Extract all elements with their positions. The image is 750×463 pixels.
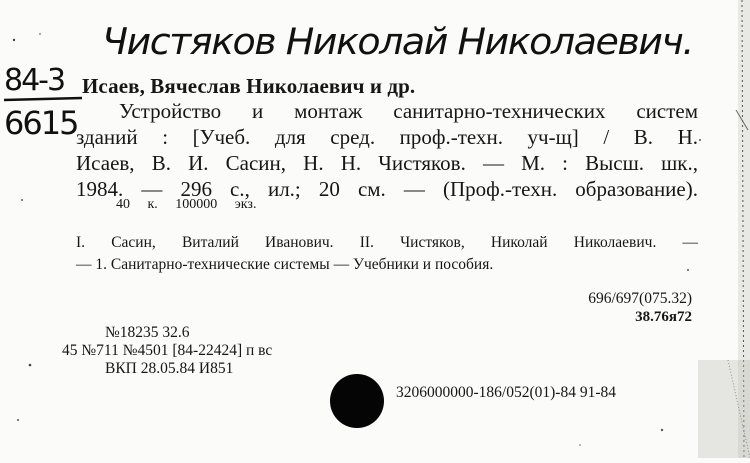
handwritten-author-text: Чистяков Николай Николаевич. [102, 20, 693, 63]
author-heading: Исаев, Вячеслав Николаевич и др. [82, 74, 416, 98]
description-line: Исаев, В. И. Сасин, Н. Н. Чистяков. — М. : Высш. шк., [76, 151, 698, 175]
isbn-code: 3206000000-186/052(01)-84 91-84 [396, 384, 616, 401]
description-line: Устройство и монтаж санитарно-технических систем [119, 99, 698, 123]
subject-line: I. Сасин, Виталий Иванович. II. Чистяков, Николай Николаевич. — [76, 234, 698, 251]
classification-codes [588, 290, 692, 326]
printing-info [62, 324, 272, 378]
call-number [4, 62, 84, 152]
call-number-top: 84-3 [4, 63, 65, 98]
udc-code: 696/697(075.32) [588, 290, 692, 307]
call-number-bottom: 6615 [4, 104, 78, 142]
subject-line: — 1. Санитарно-технические системы — Учебники и пособия. [76, 256, 494, 273]
description-line: зданий : [Учеб. для сред. проф.-техн. уч-щ] / В. Н. [76, 125, 698, 149]
bibliographic-description [76, 98, 698, 202]
subject-headings [76, 232, 698, 276]
handwritten-author-name [98, 14, 693, 70]
price-and-print-run: 40 к. 100000 экз. [116, 197, 257, 212]
call-number-divider [4, 98, 82, 100]
printing-info-line: №18235 32.6 [105, 324, 190, 341]
printing-info-line: ВКП 28.05.84 И851 [105, 360, 234, 377]
worn-card-edge [698, 0, 750, 458]
description-line: 1984. — 296 с., ил.; 20 см. — (Проф.-техн. образование). [76, 177, 698, 201]
printing-info-line: 45 №711 №4501 [84-22424] п вс [62, 342, 273, 359]
card-punch-hole [330, 374, 384, 428]
bbk-code: 38.76я72 [635, 309, 692, 325]
